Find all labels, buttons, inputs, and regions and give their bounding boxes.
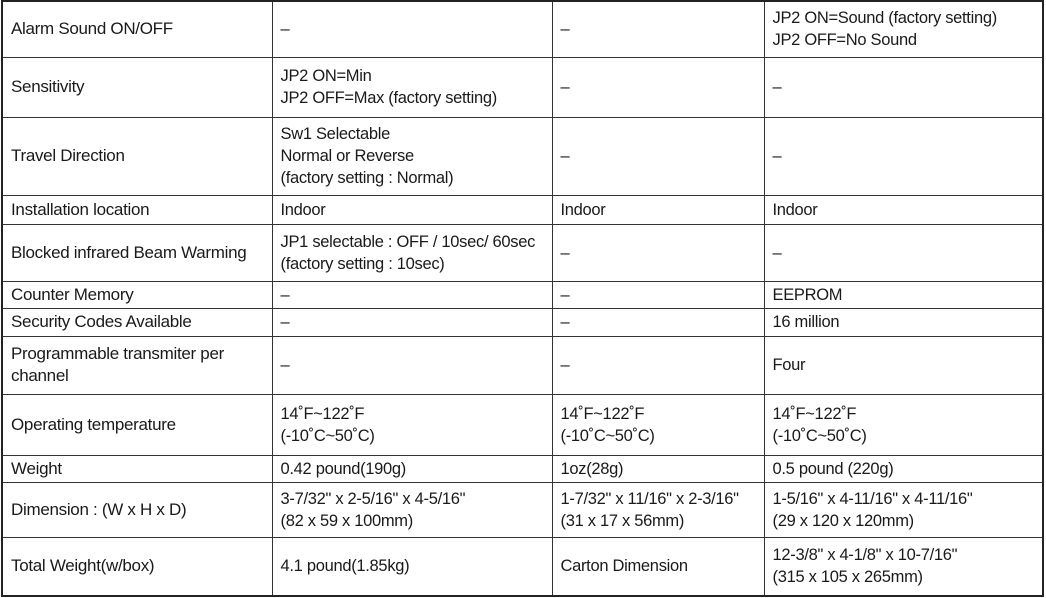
table-cell: 1-5/16" x 4-11/16" x 4-11/16" (29 x 120 x 120mm)	[764, 482, 1043, 537]
table-cell: JP1 selectable : OFF / 10sec/ 60sec (factory setting : 10sec)	[272, 224, 552, 281]
table-row	[2, 336, 1043, 394]
row-label: Programmable transmiter per channel	[2, 336, 272, 394]
table-cell: –	[764, 117, 1043, 195]
table-cell: 3-7/32" x 2-5/16" x 4-5/16" (82 x 59 x 100mm)	[272, 482, 552, 537]
table-cell: –	[552, 336, 764, 394]
table-cell: –	[272, 1, 552, 57]
table-cell: –	[552, 117, 764, 195]
table-row	[2, 537, 1043, 596]
table-cell: 14˚F~122˚F (-10˚C~50˚C)	[272, 394, 552, 455]
table-cell: –	[552, 308, 764, 336]
row-label: Total Weight(w/box)	[2, 537, 272, 596]
row-label: Counter Memory	[2, 281, 272, 308]
table-row	[2, 57, 1043, 117]
table-cell: Indoor	[272, 195, 552, 224]
table-cell: 0.5 pound (220g)	[764, 455, 1043, 482]
table-cell: JP2 ON=Sound (factory setting) JP2 OFF=No Sound	[764, 1, 1043, 57]
table-cell: –	[552, 57, 764, 117]
table-cell: 16 million	[764, 308, 1043, 336]
table-cell: 14˚F~122˚F (-10˚C~50˚C)	[552, 394, 764, 455]
table-row	[2, 1, 1043, 57]
table-cell: –	[272, 308, 552, 336]
table-cell: 1oz(28g)	[552, 455, 764, 482]
table-cell: 14˚F~122˚F (-10˚C~50˚C)	[764, 394, 1043, 455]
table-cell: –	[272, 336, 552, 394]
table-cell: 0.42 pound(190g)	[272, 455, 552, 482]
table-cell: Carton Dimension	[552, 537, 764, 596]
table-row	[2, 394, 1043, 455]
table-row	[2, 482, 1043, 537]
row-label: Dimension : (W x H x D)	[2, 482, 272, 537]
row-label: Blocked infrared Beam Warming	[2, 224, 272, 281]
row-label: Travel Direction	[2, 117, 272, 195]
table-cell: Indoor	[552, 195, 764, 224]
row-label: Alarm Sound ON/OFF	[2, 1, 272, 57]
table-row	[2, 308, 1043, 336]
row-label: Operating temperature	[2, 394, 272, 455]
table-cell: –	[764, 224, 1043, 281]
table-row	[2, 455, 1043, 482]
table-cell: –	[764, 57, 1043, 117]
table-cell: 4.1 pound(1.85kg)	[272, 537, 552, 596]
table-cell: 12-3/8" x 4-1/8" x 10-7/16" (315 x 105 x 265mm)	[764, 537, 1043, 596]
row-label: Security Codes Available	[2, 308, 272, 336]
table-row	[2, 224, 1043, 281]
table-cell: –	[552, 224, 764, 281]
table-cell: Four	[764, 336, 1043, 394]
row-label: Weight	[2, 455, 272, 482]
specifications-table	[1, 0, 1044, 597]
row-label: Installation location	[2, 195, 272, 224]
table-cell: EEPROM	[764, 281, 1043, 308]
table-cell: Sw1 Selectable Normal or Reverse (factory setting : Normal)	[272, 117, 552, 195]
table-row	[2, 281, 1043, 308]
table-body	[2, 1, 1043, 596]
table-row	[2, 117, 1043, 195]
table-cell: –	[272, 281, 552, 308]
table-cell: Indoor	[764, 195, 1043, 224]
table-cell: JP2 ON=Min JP2 OFF=Max (factory setting)	[272, 57, 552, 117]
table-row	[2, 195, 1043, 224]
table-cell: –	[552, 1, 764, 57]
table-cell: –	[552, 281, 764, 308]
row-label: Sensitivity	[2, 57, 272, 117]
table-cell: 1-7/32" x 11/16" x 2-3/16" (31 x 17 x 56mm)	[552, 482, 764, 537]
